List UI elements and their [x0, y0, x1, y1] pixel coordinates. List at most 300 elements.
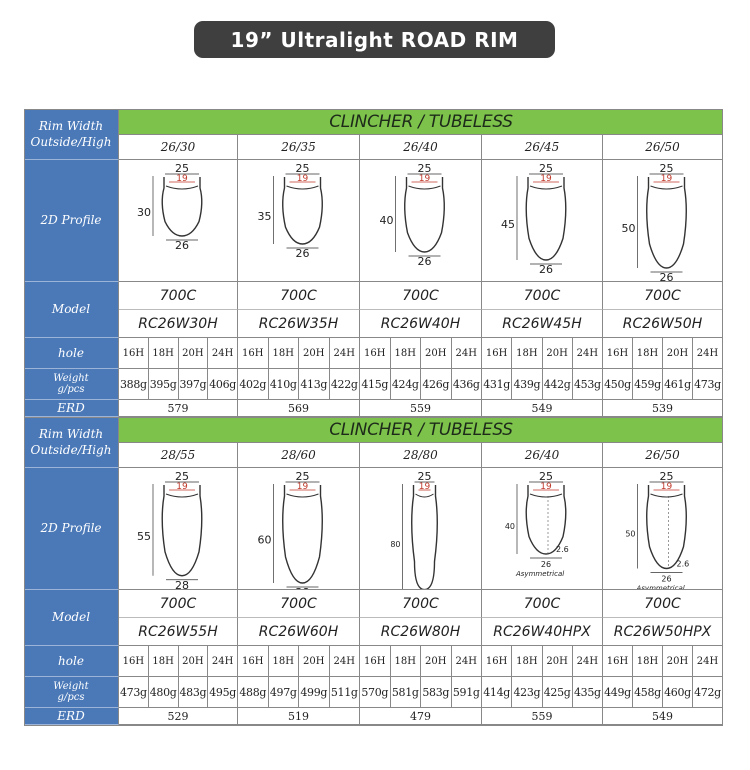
wheel-size-text: 700C	[159, 287, 197, 304]
rim-size	[482, 134, 603, 160]
rim-size-text: 26/35	[281, 139, 316, 154]
hole-count-text: 18H	[394, 655, 416, 667]
model-label	[24, 590, 119, 646]
rim-size	[119, 442, 238, 468]
hole-count-text: 20H	[425, 655, 447, 667]
inner-width-label: 19	[418, 174, 431, 184]
height-label: 50	[625, 529, 636, 539]
wheel-size	[482, 590, 603, 618]
model-number-text: RC26W40H	[380, 315, 461, 332]
erd-value-text: 579	[167, 401, 189, 415]
wheel-size-text: 700C	[402, 287, 439, 304]
rim-profile-drawing	[238, 160, 359, 281]
rim-profile-shape	[412, 485, 438, 589]
page-title: 19” Ultralight ROAD RIM	[194, 21, 555, 58]
weight-value	[603, 677, 633, 708]
weight-value	[238, 369, 269, 400]
inner-width-label: 19	[540, 482, 552, 492]
outer-width-label: 25	[295, 162, 310, 175]
weight-value-text: 397g	[179, 377, 207, 391]
hole-count-text: 20H	[303, 655, 325, 667]
erd-value	[238, 400, 360, 417]
bottom-width-label: 26	[540, 560, 552, 569]
inner-width-label: 19	[418, 482, 431, 492]
weight-label	[24, 677, 119, 708]
weight-value	[208, 369, 238, 400]
weight-value	[330, 369, 361, 400]
offset-label: 2.6	[676, 559, 690, 569]
hole-count-text: 20H	[546, 655, 568, 667]
height-label: 60	[257, 533, 272, 547]
model-label	[24, 282, 119, 338]
outer-width-label: 25	[295, 470, 310, 483]
rim-profile-drawing	[603, 160, 722, 281]
weight-value-text: 473g	[694, 377, 721, 391]
wheel-size	[482, 282, 603, 310]
wheel-size-text: 700C	[523, 595, 561, 612]
weight-value-text: 426g	[422, 377, 450, 391]
rim-profile	[360, 160, 482, 282]
rim-profile-shape	[283, 485, 323, 583]
rim-profile-drawing	[238, 468, 359, 589]
rim-profile	[119, 468, 238, 590]
weight-value	[573, 677, 603, 708]
wheel-size	[603, 590, 723, 618]
inner-width-label: 19	[660, 174, 673, 184]
model-number-text: RC26W50HPX	[613, 623, 712, 640]
hole-count	[360, 338, 391, 369]
outer-width-label: 25	[417, 470, 432, 483]
rim-width-label	[24, 109, 119, 160]
model-number-text: RC26W80H	[380, 623, 461, 640]
hole-count	[693, 646, 723, 677]
hole-count	[543, 338, 573, 369]
weight-value	[330, 677, 361, 708]
weight-value-text: 497g	[269, 685, 297, 699]
hole-count-text: 18H	[516, 655, 538, 667]
rim-profile-drawing	[360, 160, 481, 281]
weight-value-text: 439g	[513, 377, 541, 391]
weight-text: Weight	[53, 373, 89, 384]
weight-value-text: 415g	[361, 377, 389, 391]
hole-count	[119, 338, 149, 369]
rim-profile	[603, 160, 723, 282]
rim-width-text: Rim Width	[38, 426, 104, 441]
erd-value	[360, 708, 482, 725]
wheel-size	[119, 282, 238, 310]
inner-width-label: 19	[660, 482, 673, 492]
weight-value-text: 410g	[269, 377, 297, 391]
weight-value	[391, 369, 422, 400]
weight-value-text: 402g	[239, 377, 267, 391]
hole-count	[421, 338, 452, 369]
bottom-width-label: 26	[659, 271, 674, 281]
weight-value	[543, 677, 573, 708]
outer-width-label: 25	[539, 470, 553, 483]
model-label-text: Model	[51, 610, 91, 625]
hole-count-text: 16H	[485, 347, 508, 359]
weight-value-text: 459g	[634, 377, 661, 391]
hole-count-text: 24H	[455, 347, 477, 359]
hole-count-text: 24H	[333, 655, 355, 667]
asymmetrical-note: Asymmetrical	[516, 570, 565, 578]
model-number	[238, 618, 360, 646]
hole-count	[149, 338, 179, 369]
hole-count-text: 18H	[272, 347, 294, 359]
wheel-size-text: 700C	[159, 595, 197, 612]
hole-count-text: 18H	[516, 347, 538, 359]
weight-value	[512, 677, 542, 708]
spec-table-2	[24, 417, 723, 727]
hole-count	[179, 646, 209, 677]
model-number-text: RC26W55H	[138, 623, 218, 640]
hole-count	[452, 646, 483, 677]
weight-value-text: 431g	[483, 377, 511, 391]
model-label-text: Model	[51, 302, 91, 317]
weight-value-text: 591g	[452, 685, 480, 699]
bottom-width-label: 26	[175, 239, 189, 252]
hole-count	[633, 338, 663, 369]
section-header-text: CLINCHER / TUBELESS	[329, 419, 513, 440]
weight-value-text: 472g	[694, 685, 721, 699]
hole-count-text: 24H	[455, 655, 477, 667]
weight-value	[543, 369, 573, 400]
erd-label-text: ERD	[57, 708, 85, 723]
hole-count-text: 16H	[122, 347, 145, 359]
height-label: 55	[137, 529, 151, 543]
hole-count-text: 20H	[425, 347, 447, 359]
rim-profile-drawing	[360, 468, 481, 589]
weight-value-text: 435g	[573, 685, 601, 699]
hole-count-text: 16H	[485, 655, 508, 667]
weight-value-text: 499g	[300, 685, 328, 699]
hole-count	[208, 338, 238, 369]
weight-value	[663, 677, 693, 708]
hole-label	[24, 338, 119, 369]
weight-value	[421, 369, 452, 400]
weight-value	[149, 369, 179, 400]
weight-value	[452, 677, 483, 708]
wheel-size-text: 700C	[644, 595, 681, 612]
wheel-size-text: 700C	[644, 287, 681, 304]
inner-width-label: 19	[176, 482, 188, 492]
model-number-text: RC26W60H	[258, 623, 339, 640]
wheel-size	[238, 590, 360, 618]
weight-value-text: 450g	[604, 377, 631, 391]
rim-size-text: 26/40	[403, 139, 438, 154]
model-number-text: RC26W50H	[622, 315, 703, 332]
rim-size	[119, 134, 238, 160]
weight-value-text: 581g	[391, 685, 419, 699]
erd-value	[603, 400, 723, 417]
rim-size-text: 26/50	[645, 139, 680, 154]
hole-count	[330, 646, 361, 677]
height-label: 30	[137, 206, 151, 219]
hole-count	[633, 646, 663, 677]
hole-count	[391, 338, 422, 369]
hole-count	[663, 338, 693, 369]
weight-value-text: 436g	[452, 377, 480, 391]
weight-value	[603, 369, 633, 400]
weight-value-text: 480g	[149, 685, 177, 699]
wheel-size	[360, 282, 482, 310]
weight-value-text: 483g	[179, 685, 207, 699]
erd-value-text: 539	[652, 401, 673, 415]
outer-width-label: 25	[175, 470, 189, 483]
weight-value	[179, 369, 209, 400]
rim-profile-drawing	[603, 468, 722, 589]
outer-width-label: 25	[659, 470, 674, 483]
erd-value-text: 559	[410, 401, 431, 415]
rim-profile	[482, 160, 603, 282]
erd-value	[360, 400, 482, 417]
height-label: 40	[504, 522, 515, 531]
model-number-text: RC26W30H	[138, 315, 218, 332]
model-number	[603, 310, 723, 338]
hole-count-text: 20H	[303, 347, 325, 359]
bottom-width-label	[296, 586, 310, 589]
wheel-size-text: 700C	[280, 287, 317, 304]
hole-count	[482, 338, 512, 369]
hole-count-text: 16H	[242, 655, 264, 667]
erd-label	[24, 400, 119, 417]
offset-label: 2.6	[556, 545, 569, 554]
erd-value-text: 549	[652, 709, 673, 723]
weight-value	[482, 677, 512, 708]
hole-count-text: 24H	[696, 655, 719, 667]
weight-value	[421, 677, 452, 708]
hole-count-text: 20H	[546, 347, 568, 359]
rim-size-text: 26/45	[524, 139, 560, 154]
model-number	[360, 310, 482, 338]
weight-value	[633, 677, 663, 708]
rim-width-label	[24, 417, 119, 468]
rim-profile-drawing	[119, 468, 237, 589]
hole-count-text: 16H	[242, 347, 264, 359]
outside-high-text: Outside/High	[30, 443, 112, 457]
weight-unit-text: g/pcs	[57, 692, 85, 703]
weight-value-text: 442g	[543, 377, 571, 391]
section-header-text: CLINCHER / TUBELESS	[329, 111, 513, 132]
rim-profile-drawing	[119, 160, 237, 281]
weight-value	[693, 369, 723, 400]
rim-size-text: 28/80	[403, 447, 438, 462]
hole-count	[573, 646, 603, 677]
bottom-width-label: 28	[175, 578, 189, 589]
rim-size	[603, 134, 723, 160]
weight-value	[512, 369, 542, 400]
weight-value	[663, 369, 693, 400]
weight-value-text: 423g	[513, 685, 541, 699]
hole-count-text: 18H	[272, 655, 294, 667]
rim-profile	[482, 468, 603, 590]
rim-size	[360, 442, 482, 468]
rim-profile	[119, 160, 238, 282]
outside-high-text: Outside/High	[30, 135, 112, 149]
rim-profile-shape	[647, 177, 687, 268]
outer-width-label: 25	[175, 162, 189, 175]
hole-count	[330, 338, 361, 369]
hole-count	[603, 646, 633, 677]
spec-table-1	[24, 109, 723, 419]
erd-value-text: 479	[410, 709, 431, 723]
weight-value-text: 570g	[361, 685, 389, 699]
erd-value	[238, 708, 360, 725]
hole-count-text: 16H	[606, 347, 629, 359]
weight-value-text: 395g	[149, 377, 177, 391]
wheel-size	[119, 590, 238, 618]
height-label: 80	[390, 539, 401, 549]
hole-count-text: 18H	[636, 347, 659, 359]
model-number-text: RC26W45H	[502, 315, 582, 332]
weight-value-text: 583g	[422, 685, 450, 699]
wheel-size-text: 700C	[280, 595, 317, 612]
erd-value	[603, 708, 723, 725]
weight-value	[269, 369, 300, 400]
erd-value-text: 519	[288, 709, 309, 723]
inner-width-label: 19	[296, 174, 309, 184]
weight-value	[299, 369, 330, 400]
erd-value	[119, 708, 238, 725]
rim-size-text: 26/30	[160, 139, 196, 154]
rim-size	[603, 442, 723, 468]
hole-count	[573, 338, 603, 369]
weight-value-text: 460g	[664, 685, 691, 699]
bottom-width-label: 26	[661, 574, 672, 584]
weight-value-text: 488g	[239, 685, 267, 699]
hole-count	[512, 646, 542, 677]
hole-count-text: 24H	[333, 347, 355, 359]
hole-count	[482, 646, 512, 677]
model-number	[360, 618, 482, 646]
weight-value-text: 473g	[119, 685, 147, 699]
profile-label	[24, 160, 119, 282]
weight-value	[633, 369, 663, 400]
hole-count	[452, 338, 483, 369]
height-label: 35	[257, 210, 272, 223]
weight-value	[299, 677, 330, 708]
weight-value	[179, 677, 209, 708]
inner-width-label: 19	[296, 482, 309, 492]
asymmetrical-note: Asymmetrical	[636, 584, 685, 589]
wheel-size-text: 700C	[523, 287, 561, 304]
weight-value	[482, 369, 512, 400]
rim-profile-drawing	[482, 160, 602, 281]
rim-size	[482, 442, 603, 468]
wheel-size	[238, 282, 360, 310]
wheel-size-text: 700C	[402, 595, 439, 612]
weight-value	[360, 369, 391, 400]
model-number	[482, 310, 603, 338]
rim-profile-shape	[526, 485, 566, 554]
model-number-text: RC26W35H	[258, 315, 339, 332]
hole-count	[543, 646, 573, 677]
hole-count	[238, 338, 269, 369]
rim-profile-shape	[162, 177, 202, 236]
hole-count-text: 20H	[666, 655, 689, 667]
hole-count-text: 24H	[576, 655, 599, 667]
rim-size-text: 28/55	[160, 447, 196, 462]
bottom-width-label: 26	[539, 263, 553, 276]
weight-value-text: 425g	[543, 685, 571, 699]
erd-value	[482, 708, 603, 725]
hole-count	[391, 646, 422, 677]
rim-width-text: Rim Width	[38, 118, 104, 133]
weight-value-text: 422g	[330, 377, 358, 391]
hole-count	[360, 646, 391, 677]
hole-count	[299, 338, 330, 369]
bottom-width-label: 26	[417, 255, 432, 268]
profile-label	[24, 468, 119, 590]
hole-count	[119, 646, 149, 677]
weight-value-text: 461g	[664, 377, 691, 391]
hole-count	[238, 646, 269, 677]
rim-profile-shape	[647, 485, 687, 569]
weight-value-text: 424g	[391, 377, 419, 391]
weight-value	[573, 369, 603, 400]
hole-count-text: 24H	[696, 347, 719, 359]
model-number	[603, 618, 723, 646]
hole-count	[603, 338, 633, 369]
weight-value-text: 449g	[604, 685, 631, 699]
weight-value	[149, 677, 179, 708]
hole-count-text: 18H	[636, 655, 659, 667]
hole-count	[421, 646, 452, 677]
model-number	[119, 310, 238, 338]
weight-value	[452, 369, 483, 400]
rim-size	[360, 134, 482, 160]
hole-label	[24, 646, 119, 677]
weight-value-text: 406g	[209, 377, 237, 391]
hole-count	[299, 646, 330, 677]
weight-value	[693, 677, 723, 708]
outer-width-label: 25	[659, 162, 674, 175]
profile-label-text: 2D Profile	[40, 213, 102, 228]
height-label: 45	[501, 218, 515, 231]
hole-count	[208, 646, 238, 677]
model-number	[482, 618, 603, 646]
hole-count	[663, 646, 693, 677]
wheel-size	[603, 282, 723, 310]
hole-count-text: 20H	[182, 347, 204, 359]
model-number-text: RC26W40HPX	[493, 623, 591, 640]
rim-profile	[360, 468, 482, 590]
hole-count	[269, 338, 300, 369]
weight-value	[119, 677, 149, 708]
weight-unit-text: g/pcs	[57, 384, 85, 395]
weight-value-text: 495g	[209, 685, 237, 699]
hole-count-text: 24H	[211, 347, 234, 359]
outer-width-label: 25	[417, 162, 432, 175]
hole-count-text: 24H	[576, 347, 599, 359]
inner-width-label: 19	[176, 174, 188, 184]
hole-count-text: 20H	[182, 655, 204, 667]
wheel-size	[360, 590, 482, 618]
hole-count-text: 18H	[152, 347, 174, 359]
weight-value-text: 458g	[634, 685, 661, 699]
hole-count-text: 16H	[364, 655, 386, 667]
hole-count-text: 16H	[122, 655, 145, 667]
weight-value-text: 414g	[483, 685, 511, 699]
rim-profile-drawing	[482, 468, 602, 589]
erd-label	[24, 708, 119, 725]
profile-label-text: 2D Profile	[40, 521, 102, 536]
rim-size	[238, 442, 360, 468]
erd-value-text: 549	[531, 401, 553, 415]
erd-value-text: 559	[531, 709, 553, 723]
weight-label	[24, 369, 119, 400]
rim-size-text: 26/50	[645, 447, 680, 462]
